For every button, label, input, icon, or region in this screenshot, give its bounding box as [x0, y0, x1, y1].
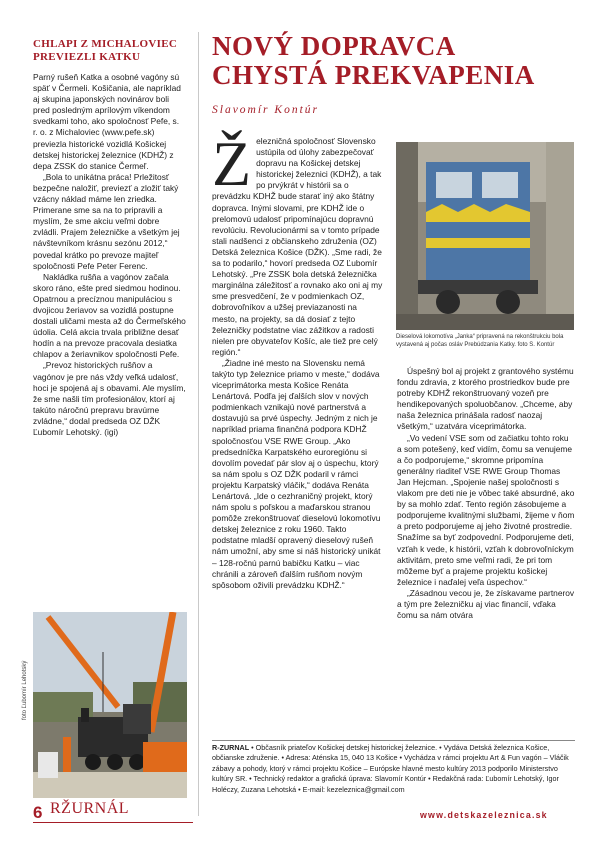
sidebar-paragraph: Nakládka rušňa a vagónov začala skoro ráno, ešte pred siedmou hodinou. Opatrnou a precíznou manipuláciou s dvojicou žeriavov sa vozidlá postupne dostali uličami mesta až do Čermeľského údolia. Celá akcia trvala približne desať hodín a na prevoze pracovala desiatka chlapov a žeriavnikov spoločnosti Pefe. [33, 271, 186, 360]
sidebar-paragraph: Parný rušeň Katka a osobné vagóny sú späť v Čermeli. Košičania, ale napríklad aj skupina japonských novinárov boli pred posledným aprílovým víkendom svedkami toho, ako spoločnosť Pefe, s. r. o. z Michaloviec (www.pefe.sk) previezla historické vozidlá Košickej detskej historickej železnice (KDHŽ) z depa ZSSK do stanice Čermeľ. [33, 72, 181, 171]
article-paragraph: „Vo vedení VSE som od začiatku tohto roku a som potešený, keď vidím, čomu sa venujeme a čo podporujeme,“ skromne pripomína generálny riaditeľ VSE RWE Group Thomas Jan Hejcman. „Spojenie našej spoločnosti s vlakom pre deti nie je vôbec také absurdné, ako by sa mohlo zdať. Tento región zásobujeme a podporujeme kvalitnými službami, žijeme v ňom a preto podporujeme aj jeho životné prostredie. Snažíme sa byť zodpovední. Podporujeme deti, vzťah k vede, k histórii, vzťah k dobrovoľníckym aktivitám, preto sme veľmi radi, že pri tom môžeme byť a prajeme projektu košickej železnice i naďalej veľa úspechov.“ [397, 432, 575, 587]
photo-caption: Dieselová lokomotíva „Janka“ pripravená na rekonštrukciu bola vystavená aj počas osláv Prebúdzania Katky. foto S. Kontúr [396, 334, 564, 348]
column-divider [198, 32, 199, 816]
imprint-text: • Občasník priateľov Košickej detskej historickej železnice. • Vydáva Detská železnica Košice, občianske združenie. • Adresa: Aténska 15, 040 13 Košice • Vychádza v rámci projektu Art & Fun vagón – Vláčik zábavy a pohody, ktorý v rámci projektu Košice – Európske hlavné mesto kultúry 2013 podporilo Ministerstvo kultúry SR. • Technický redaktor a grafická úprava: Slavomír Kontúr • Redakčná rada: Ľubomír Lehotský, Igor Holéczy, Zuzana Lehotská • E-mail: kezeleznica@gmail.com [212, 743, 569, 794]
diesel-locomotive-photo [396, 142, 574, 330]
article-title: NOVÝ DOPRAVCA CHYSTÁ PREKVAPENIA [212, 31, 535, 90]
page-number: 6 [33, 803, 43, 822]
magazine-logo: RŽURNÁL [50, 800, 130, 817]
article-column-1 [212, 128, 384, 591]
lead-text: elezničná spoločnosť Slovensko ustúpila od úlohy zabezpečovať dopravu na Košickej detskej historickej železnici (KDHŽ), a tak po prvýkrát v histórii sa o prevádzku KDHŽ bude starať iný ako štátny dopravca. Inými slovami, pre KDHŽ ide o prelomovú udalosť pripomínajúcu dopravnú revolúciu. Revolucionármi sa v tomto prípade stali nadšenci z občianskeho združenia (OZ) Detská železnica Košice (DŽK). „Sme radi, že sa to podarilo,“ hovorí predseda OZ Ľubomír Lehotský. „Pre ZSSK bola detská železnička marginálna záležitosť a rovnako ako oni aj my sme presvedčení, že v podmienkach OZ, dobrovoľníkov a užšej previazanosti na mesto, na projekty, sa dá dosiať z tejto železničky podstatne viac zážitkov a radosti nielen pre obyvateľov Košíc, ale tiež pre celý región.“ [212, 136, 383, 357]
sidebar-article [33, 72, 186, 438]
photo-credit: foto Ľubomír Lehotský [22, 660, 28, 720]
drop-cap: Ž [212, 128, 252, 199]
sidebar-paragraph: „Prevoz historických rušňov a vagónov je pre nás vždy veľká udalosť, hoci je spojená aj s obavami. Ale myslím, že sme našli tím profesionálov, ktorí aj takúto náročnú prepravu bravúrne zvládne,“ dodal predseda OZ DŽK Ľubomír Lehotský. (igi) [33, 360, 186, 437]
sidebar-paragraph: „Bola to unikátna práca! Prležitosť bezpečne naložiť, previezť a zložiť taký vzácny náklad máme len zriedka. Primerane sme sa na to pripravili a myslím, že sme akciu veľmi dobre zvládli. Prajem železničke a všetkým jej návštevníkom krásnu sezónu 2012,“ povedal krátko po prevoze majiteľ spoločnosti Pefe Peter Ferenc. [33, 171, 180, 271]
website-url[interactable]: www.detskazeleznica.sk [420, 810, 548, 820]
imprint [212, 743, 575, 795]
footer-rule [212, 740, 575, 741]
sidebar-title: CHLAPI Z MICHALOVIEC PREVIEZLI KATKU [33, 38, 178, 63]
crane-locomotive-photo [33, 612, 187, 798]
article-author: Slavomír Kontúr [212, 104, 319, 116]
logo-underline [33, 822, 193, 823]
article-paragraph: „Žiadne iné mesto na Slovensku nemá takýto typ železnice priamo v meste,“ dodáva viceprimátorka mesta Košice Renáta Lenártová. Podľa jej ďalších slov v nových podmienkach vznikajú nové partnerstvá a dostavujú sa prvé úspechy. Jedným z nich je napríklad priama finančná podpora KDHŽ spoločnosťou VSE RWE Group. „Ako predsedníčka Karpatského euroregiónu si dovolím povedať pár slov aj o úspechu, ktorý sa nám spolu s OZ DŽK podaril v rámci projektu Karpatský vláčik,“ dodáva Renáta Lenártová. „Ide o cezhraničný projekt, ktorý nám spolu s poľskou a maďarskou stranou pomôže zrekonštruovať dieselovú lokomotívu detskej železnice z roku 1960. Takto podstatne mladší opravený dieselový rušeň nám umožní, aby sme si náš historický unikát – 128-ročnú parnú babičku Katku – viac chránili a zároveň ďalším rušňom novým spôsobom oživili prevádzku KDHŽ.“ [212, 357, 381, 590]
article-paragraph: Úspešný bol aj projekt z grantového systému fondu zdravia, z ktorého prostriedkov bude pre potreby KDHŽ rekonštruovaný vozeň pre hendikepovaných spoluobčanov. „Chceme, aby naša železnica prinášala radosť naozaj všetkým,“ uzatvára viceprimátorka. [397, 366, 574, 432]
article-column-2 [397, 366, 575, 621]
article-paragraph: „Zásadnou vecou je, že získavame partnerov a tým pre železničku aj viac financií, vďaka čomu sa nám otvára [397, 587, 575, 621]
imprint-brand: R-ZURNAL [212, 743, 250, 752]
article-lead-paragraph [212, 128, 384, 358]
